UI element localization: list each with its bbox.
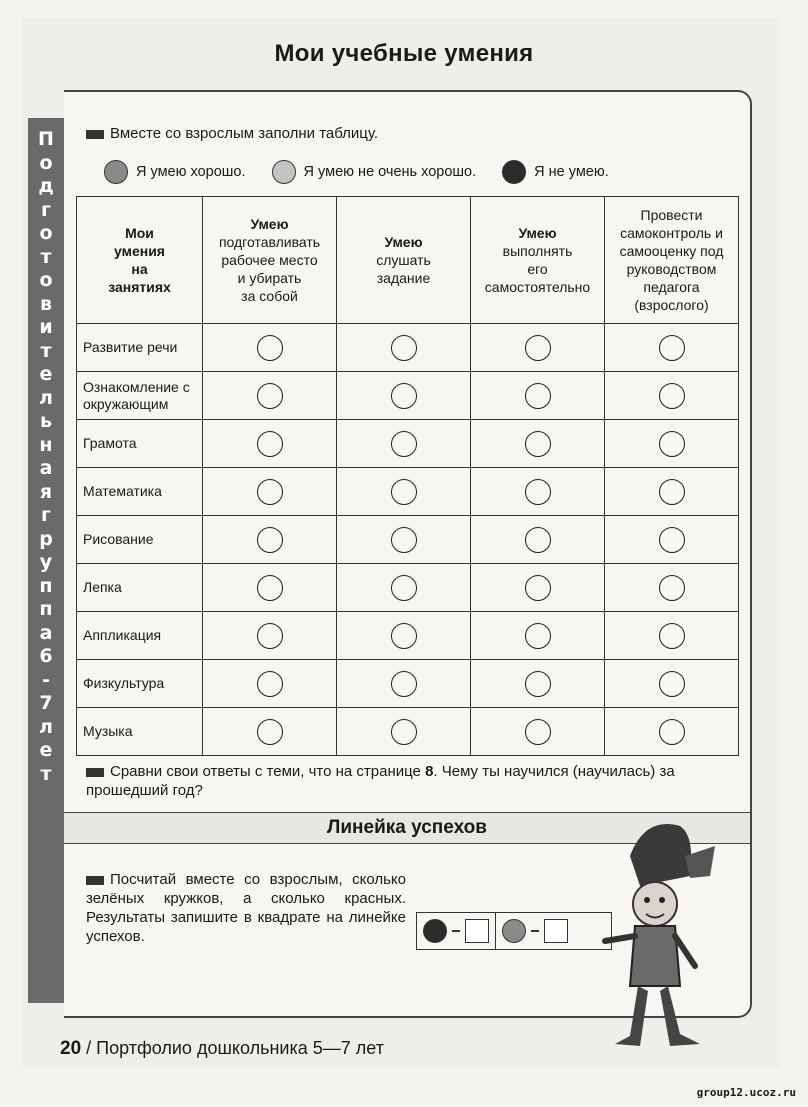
cartoon-character-illustration — [600, 816, 720, 1056]
rating-cell — [471, 564, 605, 612]
legend-label: Я не умею. — [534, 164, 609, 180]
section-title-success-ruler: Линейка успехов — [64, 812, 750, 844]
rating-cell — [471, 612, 605, 660]
sidebar-letter: в — [39, 292, 53, 315]
rating-cell — [203, 660, 337, 708]
legend-item — [272, 160, 477, 184]
bullet-icon — [86, 876, 104, 885]
rating-circle[interactable] — [659, 719, 685, 745]
rating-cell — [337, 708, 471, 756]
subject-label: Лепка — [77, 564, 203, 612]
table-row — [77, 516, 739, 564]
instruction-compare: Сравни свои ответы с теми, что на странице 8. Чему ты научился (научилась) за прошедший год? — [86, 763, 675, 799]
rating-circle[interactable] — [525, 479, 551, 505]
table-row — [77, 468, 739, 516]
rating-cell — [337, 564, 471, 612]
sidebar-letter: о — [39, 151, 53, 174]
rating-circle[interactable] — [257, 575, 283, 601]
rating-circle[interactable] — [391, 383, 417, 409]
footer — [60, 1038, 384, 1060]
rating-circle[interactable] — [391, 671, 417, 697]
sidebar-letter: о — [39, 269, 53, 291]
bullet-icon — [86, 130, 104, 139]
bullet-icon — [86, 768, 104, 777]
sidebar-letter: р — [39, 527, 53, 550]
header-skill-4: Провести самоконтроль и самооценку под руководством педагога (взрослого) — [605, 197, 739, 324]
rating-circle[interactable] — [257, 335, 283, 361]
rating-cell — [605, 324, 739, 372]
instruction-text: Вместе со взрослым заполни таблицу. — [110, 125, 379, 142]
rating-circle[interactable] — [257, 479, 283, 505]
rating-cell — [605, 420, 739, 468]
instruction-count: Посчитай вместе со взрослым, сколько зелёных кружков, а сколько красных. Результаты запишите в квадрате на линейке успехов. — [86, 871, 407, 945]
rating-circle[interactable] — [391, 575, 417, 601]
subject-label: Развитие речи — [77, 324, 203, 372]
rating-cell — [471, 324, 605, 372]
rating-cell — [605, 564, 739, 612]
legend-circle-icon — [502, 160, 526, 184]
sidebar-letter: л — [39, 386, 53, 409]
rating-cell — [337, 324, 471, 372]
rating-cell — [203, 708, 337, 756]
legend — [104, 156, 724, 188]
rating-circle[interactable] — [257, 527, 283, 553]
dash-icon — [531, 930, 539, 932]
legend-item — [502, 160, 609, 184]
rating-circle[interactable] — [391, 431, 417, 457]
rating-cell — [337, 468, 471, 516]
rating-cell — [471, 468, 605, 516]
rating-circle[interactable] — [391, 623, 417, 649]
rating-circle[interactable] — [659, 383, 685, 409]
sidebar-letter: 6 — [39, 645, 53, 667]
header-skill-2: Умею слушать задание — [337, 197, 471, 324]
sidebar-letter: т — [40, 245, 52, 268]
dash-icon — [452, 930, 460, 932]
result-square-input[interactable] — [544, 919, 568, 943]
sidebar-letter: д — [38, 175, 54, 197]
rating-circle[interactable] — [659, 335, 685, 361]
sidebar-letter: - — [42, 668, 50, 691]
rating-circle[interactable] — [525, 671, 551, 697]
sidebar-letter: П — [38, 128, 54, 150]
rating-circle[interactable] — [257, 383, 283, 409]
sidebar-letter: п — [39, 598, 53, 620]
rating-circle[interactable] — [525, 527, 551, 553]
table-row — [77, 420, 739, 468]
ruler-circle-icon — [423, 919, 447, 943]
rating-circle[interactable] — [391, 719, 417, 745]
rating-cell — [471, 372, 605, 420]
header-subjects: Мои умения на занятиях — [77, 197, 203, 324]
table-row — [77, 372, 739, 420]
rating-cell — [471, 516, 605, 564]
table-row — [77, 708, 739, 756]
ruler-circle-icon — [502, 919, 526, 943]
sidebar-letter: о — [39, 222, 53, 244]
table-row — [77, 612, 739, 660]
rating-circle[interactable] — [257, 671, 283, 697]
rating-circle[interactable] — [659, 479, 685, 505]
subject-label: Рисование — [77, 516, 203, 564]
subject-label: Аппликация — [77, 612, 203, 660]
sidebar-letter: а — [39, 457, 53, 479]
success-ruler — [416, 912, 612, 950]
rating-circle[interactable] — [391, 527, 417, 553]
sidebar-letter: 7 — [39, 692, 53, 714]
site-watermark: group12.ucoz.ru — [696, 1086, 796, 1099]
sidebar-letter: п — [39, 574, 53, 597]
ruler-segment — [495, 913, 574, 949]
rating-circle[interactable] — [525, 575, 551, 601]
table-row — [77, 660, 739, 708]
rating-cell — [337, 660, 471, 708]
sidebar-letter: ь — [39, 410, 52, 432]
result-square-input[interactable] — [465, 919, 489, 943]
rating-cell — [203, 420, 337, 468]
sidebar-letter: а — [39, 621, 53, 644]
rating-cell — [337, 420, 471, 468]
rating-cell — [605, 708, 739, 756]
sidebar-letter: е — [39, 739, 53, 761]
subject-label: Математика — [77, 468, 203, 516]
sidebar-letter: г — [41, 198, 51, 221]
rating-circle[interactable] — [525, 335, 551, 361]
rating-cell — [337, 516, 471, 564]
sidebar-letter: я — [39, 480, 53, 503]
legend-circle-icon — [104, 160, 128, 184]
subject-label: Физкультура — [77, 660, 203, 708]
rating-circle[interactable] — [659, 431, 685, 457]
sidebar-letter: л — [39, 715, 53, 738]
rating-cell — [203, 468, 337, 516]
rating-cell — [203, 612, 337, 660]
legend-item — [104, 160, 246, 184]
page-number: 20 — [60, 1038, 82, 1059]
rating-cell — [337, 612, 471, 660]
rating-cell — [203, 372, 337, 420]
table-row — [77, 564, 739, 612]
rating-cell — [605, 468, 739, 516]
sidebar-letter: т — [40, 762, 52, 785]
rating-circle[interactable] — [525, 383, 551, 409]
rating-circle[interactable] — [391, 335, 417, 361]
rating-cell — [605, 612, 739, 660]
rating-circle[interactable] — [659, 671, 685, 697]
rating-circle[interactable] — [659, 527, 685, 553]
rating-cell — [337, 372, 471, 420]
rating-circle[interactable] — [525, 431, 551, 457]
header-skill-3: Умею выполнять его самостоятельно — [471, 197, 605, 324]
subject-label: Грамота — [77, 420, 203, 468]
rating-cell — [471, 660, 605, 708]
sidebar-letter: е — [39, 363, 53, 385]
rating-cell — [605, 660, 739, 708]
sidebar-letter: т — [40, 339, 52, 362]
legend-label: Я умею хорошо. — [136, 164, 246, 180]
page-title: Мои учебные умения — [274, 40, 534, 67]
ruler-segment — [417, 913, 495, 949]
table-row — [77, 324, 739, 372]
sidebar-letter: у — [39, 551, 53, 573]
subject-label: Музыка — [77, 708, 203, 756]
rating-circle[interactable] — [391, 479, 417, 505]
sidebar-letter: и — [39, 316, 53, 338]
rating-cell — [471, 708, 605, 756]
header-skill-1: Умею подготавливать рабочее место и убирать за собой — [203, 197, 337, 324]
skills-table — [76, 196, 739, 756]
legend-label: Я умею не очень хорошо. — [303, 164, 477, 180]
table-header-row — [77, 197, 739, 324]
rating-cell — [203, 564, 337, 612]
sidebar-letter: н — [39, 433, 53, 456]
rating-circle[interactable] — [257, 623, 283, 649]
sidebar-vertical-label — [28, 118, 64, 1003]
subject-label: Ознакомление с окружающим — [77, 372, 203, 420]
rating-cell — [203, 324, 337, 372]
rating-cell — [203, 516, 337, 564]
rating-circle[interactable] — [659, 623, 685, 649]
legend-circle-icon — [272, 160, 296, 184]
rating-circle[interactable] — [659, 575, 685, 601]
rating-cell — [605, 516, 739, 564]
rating-circle[interactable] — [257, 719, 283, 745]
rating-circle[interactable] — [525, 623, 551, 649]
footer-book-title: / Портфолио дошкольника 5—7 лет — [81, 1038, 384, 1058]
rating-circle[interactable] — [257, 431, 283, 457]
instruction-fill-table — [86, 124, 378, 143]
rating-circle[interactable] — [525, 719, 551, 745]
rating-cell — [471, 420, 605, 468]
sidebar-letter: г — [41, 504, 51, 526]
rating-cell — [605, 372, 739, 420]
